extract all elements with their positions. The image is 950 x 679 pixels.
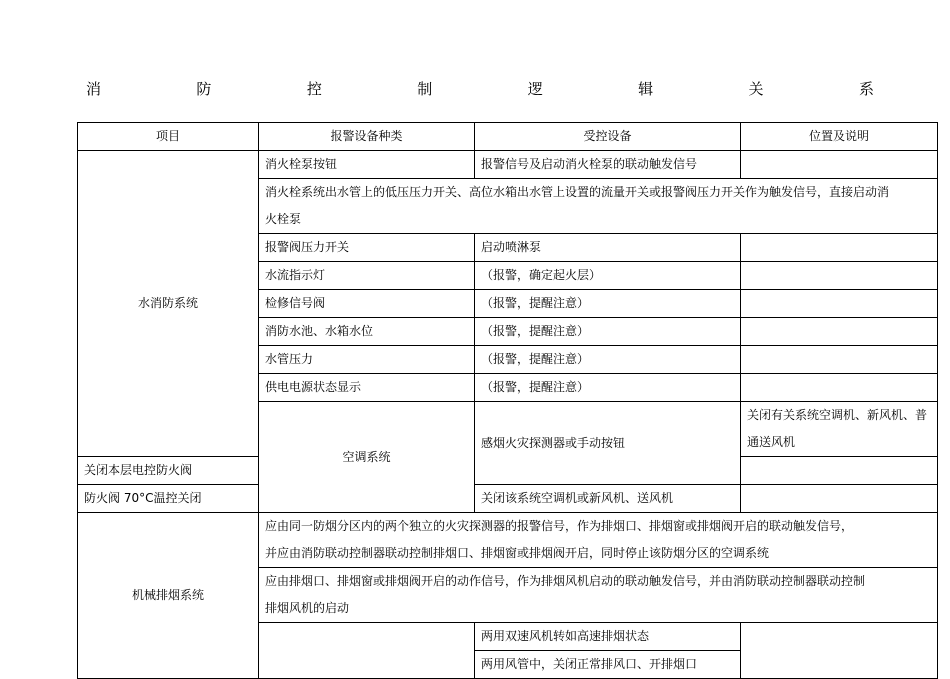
title-char: 控 [306, 80, 322, 98]
controlled-device-cell: 启动喷淋泵 [475, 234, 741, 262]
controlled-device-cell: （报警，提醒注意） [475, 290, 741, 318]
location-note-cell [741, 623, 938, 679]
merged-note-cell [259, 568, 938, 623]
title-char: 系 [858, 80, 874, 98]
alarm-device-cell: 消防水池、水箱水位 [259, 318, 475, 346]
alarm-device-cell: 报警阀压力开关 [259, 234, 475, 262]
header-location-note: 位置及说明 [741, 123, 938, 151]
merged-note-cell [259, 513, 938, 568]
note-line: 并应由消防联动控制器联动控制排烟口、排烟窗或排烟阀开启，同时停止该防烟分区的空调系统 [265, 546, 770, 560]
header-alarm-device: 报警设备种类 [259, 123, 475, 151]
header-item: 项目 [78, 123, 259, 151]
location-note-cell [741, 346, 938, 374]
title-char: 辑 [638, 80, 654, 98]
controlled-device-cell: 两用双速风机转如高速排烟状态 [475, 623, 741, 651]
section-smoke-exhaust-system: 机械排烟系统 [78, 513, 259, 679]
table-row [78, 151, 938, 179]
location-note-cell [741, 374, 938, 402]
note-line: 应由同一防烟分区内的两个独立的火灾探测器的报警信号，作为排烟口、排烟窗或排烟阀开启的联动触发信号， [265, 519, 854, 533]
alarm-device-cell: 消火栓泵按钮 [259, 151, 475, 179]
section-ac-system: 空调系统 [259, 402, 475, 513]
controlled-device-cell: （报警，提醒注意） [475, 374, 741, 402]
alarm-device-cell: 水管压力 [259, 346, 475, 374]
alarm-device-cell: 感烟火灾探测器或手动按钮 [475, 402, 741, 485]
controlled-device-cell: 两用风管中，关闭正常排风口、开排烟口 [475, 651, 741, 679]
title-char: 关 [748, 80, 764, 98]
controlled-device-cell: 关闭本层电控防火阀 [78, 457, 259, 485]
table-row [78, 485, 938, 513]
title-char: 制 [417, 80, 433, 98]
alarm-device-cell [259, 623, 475, 679]
title-char: 防 [196, 80, 212, 98]
alarm-device-cell: 防火阀 70°C温控关闭 [78, 485, 259, 513]
controlled-device-cell: 关闭该系统空调机或新风机、送风机 [475, 485, 741, 513]
controlled-device-cell: （报警，提醒注意） [475, 346, 741, 374]
location-note-cell [741, 457, 938, 485]
note-line: 应由排烟口、排烟窗或排烟阀开启的动作信号，作为排烟风机启动的联动触发信号，并由消防联动控制器联动控制 [265, 574, 866, 588]
location-note-cell [741, 485, 938, 513]
location-note-cell [741, 290, 938, 318]
controlled-device-cell: 报警信号及启动消火栓泵的联动触发信号 [475, 151, 741, 179]
alarm-device-cell: 供电电源状态显示 [259, 374, 475, 402]
table-header-row [78, 123, 938, 151]
header-controlled-device: 受控设备 [475, 123, 741, 151]
title-char: 消 [86, 80, 102, 98]
alarm-device-cell: 水流指示灯 [259, 262, 475, 290]
location-note-cell [741, 234, 938, 262]
location-note-cell [741, 262, 938, 290]
table-row [78, 513, 938, 568]
location-note-cell [741, 318, 938, 346]
merged-note-cell: 消火栓系统出水管上的低压压力开关、高位水箱出水管上设置的流量开关或报警阀压力开关作为触发信号，直接启动消火栓泵 [259, 179, 938, 234]
section-water-fire-system: 水消防系统 [78, 151, 259, 457]
title-char: 逻 [527, 80, 543, 98]
alarm-device-cell: 检修信号阀 [259, 290, 475, 318]
controlled-device-cell: （报警，确定起火层） [475, 262, 741, 290]
fire-control-logic-table [77, 122, 938, 679]
controlled-device-cell: （报警，提醒注意） [475, 318, 741, 346]
note-line: 排烟风机的启动 [265, 601, 350, 615]
controlled-device-cell: 关闭有关系统空调机、新风机、普通送风机 [741, 402, 938, 457]
document-title [86, 78, 874, 98]
location-note-cell [741, 151, 938, 179]
